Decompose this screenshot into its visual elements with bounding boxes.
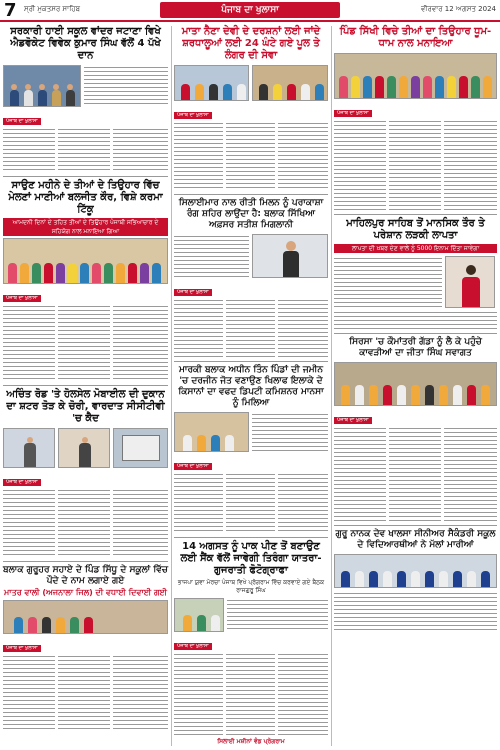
byline: ਪੰਜਾਬ ਦਾ ਖੁਲਾਸਾ: [174, 112, 212, 119]
article-text: [389, 119, 441, 211]
article-text: [174, 472, 223, 534]
news-photo: [3, 238, 168, 284]
column-divider: [171, 26, 172, 746]
headline-banner: ਲਾਪਤਾ ਦੀ ਖ਼ਬਰ ਦੇਣ ਵਾਲੇ ਨੂੰ 5000 ਇਨਾਮ ਦਿੱਤਾ ਜਾਵੇਗਾ: [334, 244, 497, 253]
news-photo: [3, 428, 55, 468]
column-divider: [331, 26, 332, 746]
headline: ਗੁਰੂ ਨਾਨਕ ਦੇਵ ਖਾਲਸਾ ਸੀਨੀਅਰ ਸੈਕੰਡਰੀ ਸਕੂਲ ਦੇ ਵਿਦਿਆਰਥੀਆਂ ਨੇ ਮੱਲਾਂ ਮਾਰੀਆਂ: [335, 529, 496, 550]
article-text: [174, 234, 249, 278]
article-text: [3, 304, 55, 382]
news-photo: [113, 428, 168, 468]
article-text: [227, 598, 328, 632]
headline-banner: ਆਮਦਨੀ ਦਿਨਾਂ ਦੇ ਤਹਿਤ ਤੀਆਂ ਦੇ ਤਿਉਹਾਰ ਪੰਜਾਬੀ ਸਭਿਆਚਾਰ ਦੇ ਸਹਿਯੋਗ ਨਾਲ ਮਨਾਇਆ ਗਿਆ: [3, 218, 168, 236]
article-text: [334, 256, 442, 308]
photo-caption: ਸਿਲਾਈ ਮਸ਼ੀਨਾਂ ਵੰਡ ਪ੍ਰੋਗਰਾਮ: [217, 738, 285, 745]
article-text: [84, 65, 168, 107]
byline: ਪੰਜਾਬ ਦਾ ਖੁਲਾਸਾ: [3, 645, 41, 652]
byline: ਪੰਜਾਬ ਦਾ ਖੁਲਾਸਾ: [3, 295, 41, 302]
article-text: [389, 426, 441, 522]
article-text: [113, 304, 168, 382]
headline: ਮਾਤਾ ਨੈਣਾ ਦੇਵੀ ਦੇ ਦਰਸ਼ਨਾਂ ਲਈ ਜਾਂਦੇ ਸ਼ਰਧਾਲੂਆਂ ਲਈ 24 ਘੰਟੇ ਗਏ ਪੂਲ ਤੇ ਲੰਗਰ ਦੀ ਸੇਵਾ: [181, 26, 321, 61]
article-text: [58, 654, 110, 732]
headline: ਸਰਕਾਰੀ ਹਾਈ ਸਕੂਲ ਵਾਂਦਰ ਜਟਾਣਾ ਵਿਖੇ ਐਡਵੋਕੇਟ ਵਿਵੇਕ ਕੁਮਾਰ ਸਿੰਘ ਵੱਲੋਂ 4 ਪੱਖੇ ਦਾਨ: [10, 26, 161, 61]
article-text: [278, 472, 328, 534]
article-text: [252, 412, 328, 452]
byline: ਪੰਜਾਬ ਦਾ ਖੁਲਾਸਾ: [334, 110, 372, 117]
news-photo: [252, 65, 328, 101]
article-text: [3, 127, 55, 173]
news-photo: [334, 554, 497, 588]
article-text: [3, 488, 55, 558]
byline: ਪੰਜਾਬ ਦਾ ਖੁਲਾਸਾ: [3, 479, 41, 486]
article-text: [226, 472, 275, 534]
news-photo: [174, 412, 249, 452]
byline: ਪੰਜਾਬ ਦਾ ਖੁਲਾਸਾ: [334, 417, 372, 424]
news-photo: [174, 598, 224, 632]
headline: ਸਿਲਾਈਮਾਰ ਨਾਲ ਰੀਤੀ ਮਿਲਨ ਨੂੰ ਪਰਾਕਾਸ਼ਾ ਰੰਗ ਸ਼ਹਿਰ ਲਾਉਂਦਾ ਹੈ: ਬਲਾਕ ਸਿੱਖਿਆ ਅਫ਼ਸਰ ਸਤੀਸ਼ ਮਿਗਲਾਨੀ: [178, 198, 324, 230]
news-photo: [3, 65, 81, 107]
headline: ਅਚਿੰਤ ਰੋਡ 'ਤੇ ਹੋਲਸੇਲ ਮੋਬਾਈਲ ਦੀ ਦੁਕਾਨ ਦਾ ਸ਼ਟਰ ਤੋੜ ਕੇ ਚੋਰੀ, ਵਾਰਦਾਤ ਸੀਸੀਟੀਵੀ 'ਚ ਕੈਦ: [6, 389, 165, 424]
news-photo: [3, 600, 168, 634]
portrait-photo: [445, 256, 495, 308]
article-text: [278, 121, 328, 191]
headline: ਮਾਹਿਲਪੁਰ ਸਾਹਿਬ ਤੋਂ ਮਾਨਸਿਕ ਤੌਰ ਤੇ ਪਰੇਸ਼ਾਨ ਲੜਕੀ ਲਾਪਤਾ: [346, 218, 485, 241]
article-text: [226, 652, 275, 736]
byline: ਪੰਜਾਬ ਦਾ ਖੁਲਾਸਾ: [174, 463, 212, 470]
article-text: [174, 652, 223, 736]
article-text: [444, 119, 497, 211]
article-text: [58, 304, 110, 382]
article-text: [278, 652, 328, 736]
article-text: [174, 298, 223, 358]
subheadline: ਭਾਜਪਾ ਯੁਵਾ ਮੋਰਚਾ ਪੰਜਾਬ ਵਿਖੇ ਪ੍ਰੋਗਰਾਮ ਵਿੱਚ ਕਰਵਾਏ ਗਏ ਬੈਠਕ ਰਾਜਗੁਰੂ ਸਿੰਘ: [177, 579, 325, 594]
news-photo: [174, 65, 249, 101]
headline: ਸਿਰਸਾ 'ਚ ਕੌਮਾਂਤਰੀ ਗੱਡਾ ਨੂੰ ਲੈ ਕੇ ਪਹੁੰਚੇ ਕਾਵੜੀਆਂ ਦਾ ਜੀਤਾ ਸਿੰਘ ਸਵਾਗਤ: [349, 337, 482, 358]
news-photo: [334, 362, 497, 406]
article-text: [334, 591, 497, 631]
byline: ਪੰਜਾਬ ਦਾ ਖੁਲਾਸਾ: [174, 289, 212, 296]
headline: ਬਲਾਕ ਗੁਰੂਹਰ ਸਹਾਏ ਦੇ ਪਿੰਡ ਸਿੱਧੂ ਦੇ ਸਕੂਲਾਂ ਵਿੱਚ ਪੌਦੇ ਦੇ ਨਾਮ ਲਗਾਏ ਗਏ: [3, 565, 168, 586]
news-photo: [58, 428, 110, 468]
headline: ਪਿੰਡ ਸਿੱਖੀ ਵਿਚੇ ਤੀਆਂ ਦਾ ਤਿਉਹਾਰ ਧੂਮ-ਧਾਮ ਨਾਲ ਮਨਾਇਆ: [339, 26, 492, 49]
article-text: [444, 426, 497, 522]
column-right: [334, 26, 497, 631]
article-text: [58, 488, 110, 558]
headline: 14 ਅਗਸਤ ਨੂੰ ਪਾਕ ਪੀਣ ਤੋਂ ਬਣਾਉਣ ਲਈ ਸੈਂਕ ਵੱਲੋਂ ਜਾਵੇਗੀ ਤਿਰੰਗਾ ਯਾਤਰਾ-ਗੁਜਰਾਤੀ ਫੋਟੋਗ੍ਰਾਫਾ: [180, 541, 322, 576]
article-text: [3, 654, 55, 732]
section-masthead: ਪੰਜਾਬ ਦਾ ਖੁਲਾਸਾ: [160, 2, 340, 18]
page-number: 7: [4, 0, 17, 21]
news-photo: [334, 53, 497, 99]
article-text: [113, 654, 168, 732]
article-text: [58, 127, 110, 173]
article-text: [334, 119, 386, 211]
article-text: [334, 310, 497, 330]
article-text: [174, 121, 223, 191]
portrait-photo: [252, 234, 328, 278]
paper-name: ਸ੍ਰੀ ਮੁਕਤਸਰ ਸਾਹਿਬ: [24, 5, 81, 13]
article-text: [226, 298, 275, 358]
article-text: [113, 488, 168, 558]
column-left: [3, 26, 168, 732]
article-text: [334, 426, 386, 522]
article-text: [278, 298, 328, 358]
byline: ਪੰਜਾਬ ਦਾ ਖੁਲਾਸਾ: [174, 643, 212, 650]
issue-date: ਵੀਰਵਾਰ 12 ਅਗਸਤ 2024: [421, 5, 496, 13]
article-text: [113, 127, 168, 173]
subheadline: ਮਾਤਰ ਵਾਲੀ (ਅਜਨਾਲਾ ਜਿਲ) ਦੀ ਵਧਾਈ ਦਿਵਾਈ ਗਈ: [4, 588, 167, 597]
headline: ਸਾਉਣ ਮਹੀਨੇ ਦੇ ਤੀਆਂ ਦੇ ਤਿਉਹਾਰ ਵਿੱਚ ਮੇਲਣਾਂ ਮਾਣੀਆਂ ਬਲਜੀਤ ਕੌਰ, ਵਿਸ਼ੇ ਕਰਮਾ ਟਿੱਕੂ: [8, 180, 163, 215]
article-text: [226, 121, 275, 191]
column-middle: [174, 26, 328, 746]
headline: ਮਾਰਕੀ ਬਲਾਕ ਅਧੀਨ ਤਿੰਨ ਪਿੰਡਾਂ ਦੀ ਜਮੀਨ 'ਚ ਦਰਜੀਨ ਜੋਤ ਵਣਾਉਣ ਖਿਲਾਫ ਇਲਾਕੇ ਦੇ ਕਿਸਾਨਾਂ ਦਾ ਵਫਦ ਡਿਪਟੀ ਕਮਿਸ਼ਨਰ ਮਾਨਸਾ ਨੂੰ ਮਿਲਿਆ: [178, 365, 324, 408]
byline: ਪੰਜਾਬ ਦਾ ਖੁਲਾਸਾ: [3, 118, 41, 125]
page-header: [0, 0, 500, 22]
